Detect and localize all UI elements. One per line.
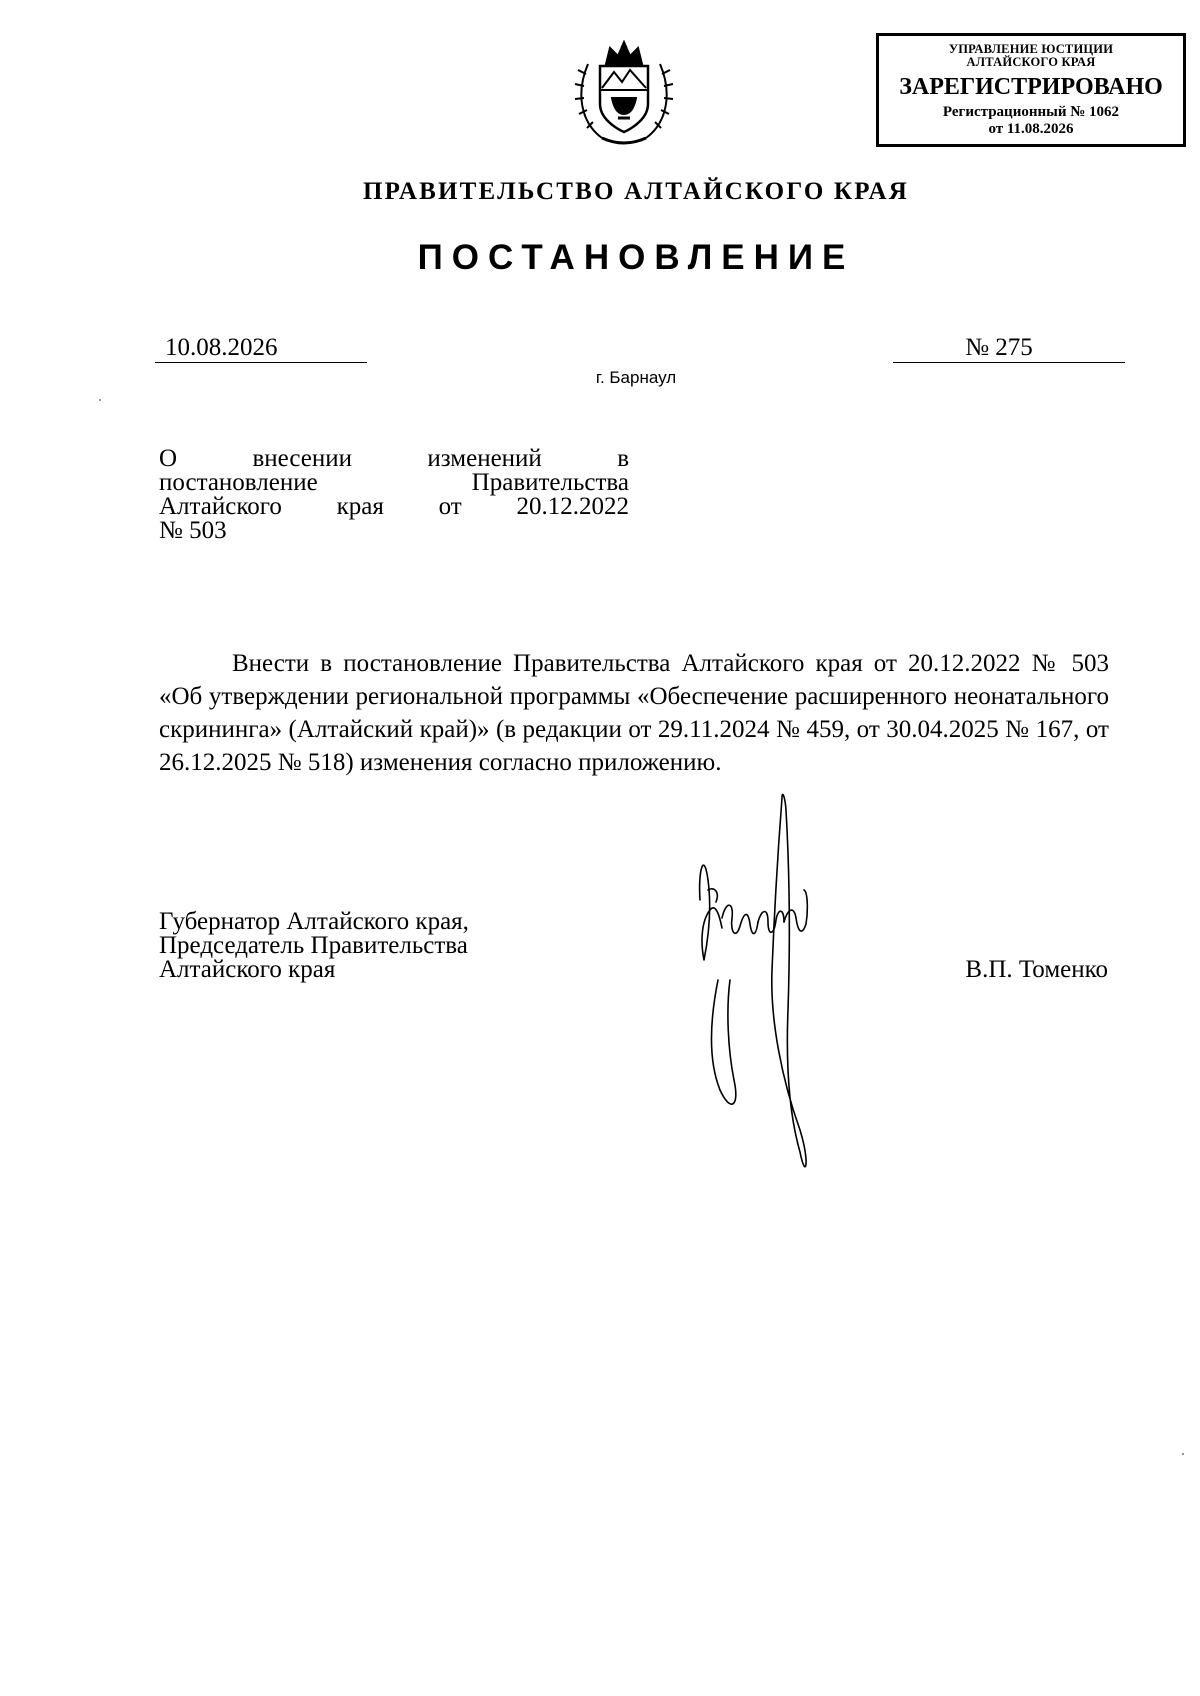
document-subject [159, 447, 629, 543]
signer-title-line: Губернатор Алтайского края, [159, 908, 469, 935]
signer-title [159, 910, 579, 982]
signer-title-line: Председатель Правительства [159, 932, 468, 959]
stamp-registration-number: Регистрационный № 1062 [942, 104, 1120, 120]
document-city: г. Барнаул [595, 368, 677, 387]
resolution-paragraph: Внести в постановление Правительства Алтайского края от 20.12.2022 № 503 «Об утверждении региональной программы «Обеспечение расширенного неонатального скрининга» (Алтайский край)» (в редакции от 29.11.2024 № 459, от 30.04.2025 № 167, от 26.12.2025 № 518) изменения согласно приложению. [159, 650, 1109, 776]
stamp-authority: УПРАВЛЕНИЕ ЮСТИЦИИ АЛТАЙСКОГО КРАЯ [948, 42, 1114, 69]
signer-name: В.П. Томенко [965, 956, 1108, 983]
coat-of-arms-emblem [572, 34, 676, 152]
document-date: 10.08.2026 [155, 334, 367, 363]
handwritten-signature [690, 790, 880, 1210]
subject-line: Алтайского края от 20.12.2022 [159, 493, 629, 520]
subject-line: постановление Правительства [159, 469, 629, 496]
government-title: ПРАВИТЕЛЬСТВО АЛТАЙСКОГО КРАЯ [362, 178, 910, 205]
stamp-status: ЗАРЕГИСТРИРОВАНО [899, 74, 1163, 100]
stamp-registration-date: от 11.08.2026 [988, 121, 1074, 137]
registration-stamp [876, 33, 1186, 147]
document-number: № 275 [893, 334, 1125, 363]
document-type: ПОСТАНОВЛЕНИЕ [417, 238, 855, 277]
signer-title-line: Алтайского края [159, 956, 336, 983]
subject-line: О внесении изменений в [159, 445, 629, 472]
subject-line: № 503 [159, 517, 227, 544]
